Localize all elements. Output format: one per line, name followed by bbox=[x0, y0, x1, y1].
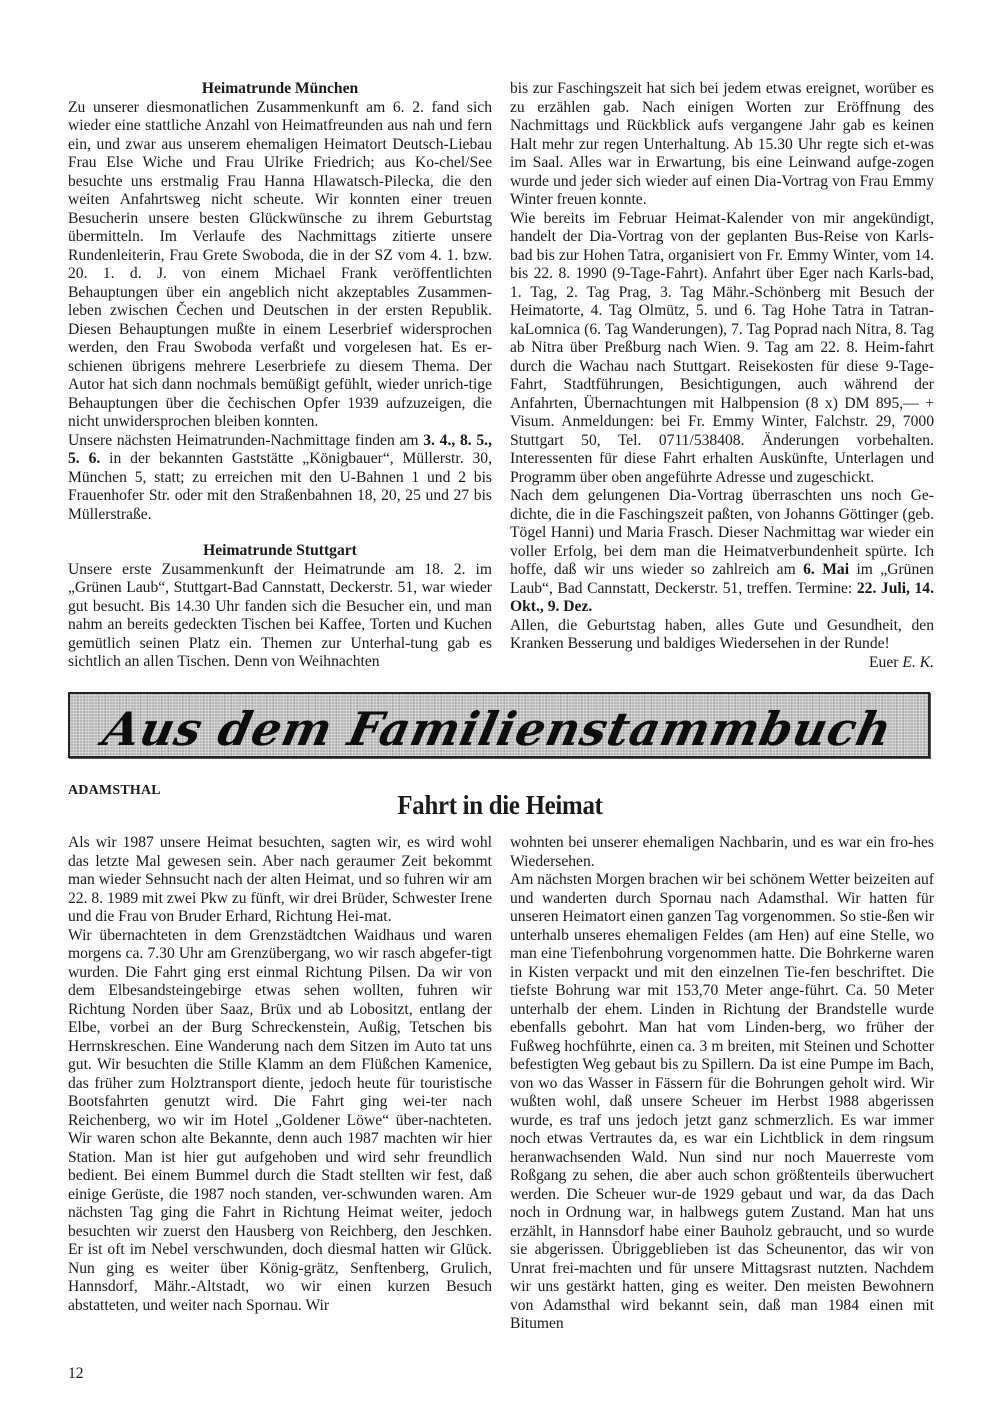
article-left-column bbox=[68, 834, 492, 1315]
muenchen-dates: 3. 4., 8. 5., 5. 6. bbox=[68, 431, 492, 467]
article-paragraph-2: Wir übernachteten in dem Grenzstädtchen Waidhaus und waren morgens ca. 7.30 Uhr am Grenzübergang, wo wir rasch abgefer-tigt wurden. Die Fahrt ging erst einmal Richtung Pilsen. Da wir von dem Elbesandsteingebirge etwas sehen wollten, fuhren wir Richtung Norden über Saaz, Brüx und ab Lobositzt, entlang der Elbe, vorbei an der Burg Schreckenstein, Außig, Tetschen bis Herrnskreschen. Eine Wanderung nach dem Sitzen im Auto tat uns gut. Wir besuchten die Stille Klamm an dem Flüßchen Kamenice, das früher zum Holztransport diente, jedoch heute für touristische Bootsfahrten genutzt wird. Die Fahrt ging wei-ter nach Reichenberg, wo wir im Hotel „Goldener Löwe“ über-nachteten. Wir waren schon alte Bekannte, denn auch 1987 machten wir hier Station. Man ist hier gut aufgehoben und wird sehr freundlich bedient. Bei einem Bummel durch die Stadt stellten wir fest, daß einige Gerüste, die 1987 noch standen, ver-schwunden waren. Am nächsten Tag ging die Fahrt in Richtung Heimat weiter, jedoch besuchten wir zuerst den Hausberg von Reichberg, den Jeschken. Er ist oft im Nebel verschwunden, doch diesmal hatten wir Glück. Nun ging es weiter über König-grätz, Senftenberg, Grulich, Hannsdorf, Mähr.-Altstadt, wo wir einen kurzen Besuch abstatteten, und weiter nach Spornau. Wir bbox=[68, 926, 492, 1314]
heading-heimatrunde-stuttgart: Heimatrunde Stuttgart bbox=[203, 542, 357, 559]
article-title: Fahrt in die Heimat bbox=[397, 790, 603, 820]
article-paragraph-3: wohnten bei unserer ehemaligen Nachbarin, und es war ein fro-hes Wiedersehen. bbox=[510, 834, 934, 870]
muenchen-p2-pre: Unsere nächsten Heimatrunden-Nachmittage finden am bbox=[68, 431, 424, 449]
page-number: 12 bbox=[68, 1365, 84, 1382]
article-paragraph-4: Am nächsten Morgen brachen wir bei schönem Wetter beizeiten auf und wanderten durch Spornau nach Adamsthal. Wir hatten für unseren Heimatort einen ganzen Tag vorgenommen. So stie-ßen wir unterhalb unseres ehemaligen Feldes (am Hen) auf eine Stelle, wo man eine Tiefenbohrung vorgenommen hatte. Die Bohrkerne waren in Kisten verpackt und mit den einzelnen Tie-fen beschriftet. Die tiefste Bohrung war mit 153,70 Meter ange-führt. Ca. 50 Meter unterhalb der ehem. Linden in Richtung der Brandstelle wurde ebenfalls gebohrt. Man hat vom Linden-berg, wo früher der Fußweg hochführte, einen ca. 3 m breiten, mit Steinen und Schotter befestigten Weg gebaut bis zu Spillern. Da ist eine Pumpe im Bach, von wo das Wasser in Fässern für die Bohrungen geholt wird. Wir wußten wohl, daß unsere Scheuer im Herbst 1988 abgerissen wurde, es traf uns jedoch jetzt ganz schmerzlich. Es war immer noch etwas Vertrautes da, es war ein Lichtblick in dem ringsum heranwachsenden Wald. Nun sind nur noch Mauerreste vom Roßgang zu sehen, die aber auch schon größtenteils überwuchert werden. Die Scheuer wur-de 1929 gebaut und war, da das Dach noch in Ordnung war, in halbwegs gutem Zustand. Man hat uns erzählt, in Hannsdorf habe einer Bauholz gebraucht, und so wurde sie abgerissen. Übriggeblieben ist das Scheunentor, das wir von Unrat frei-machten und für unsere Mittagsrast nutzten. Nachdem wir uns gestärkt hatten, ging es weiter. Den meisten Bewohnern von Adamsthal wird bekannt sein, daß man 1984 einen mit Bitumen bbox=[510, 871, 935, 1332]
muenchen-paragraph-2 bbox=[68, 432, 492, 525]
banner-title: Aus dem Familienstammbuch bbox=[98, 702, 898, 756]
signature-prefix: Euer bbox=[869, 653, 903, 671]
heading-heimatrunde-muenchen: Heimatrunde München bbox=[201, 80, 359, 97]
section-banner bbox=[68, 692, 930, 758]
stuttgart-paragraph-5: Allen, die Geburtstag haben, alles Gute und Gesundheit, den Kranken Besserung und baldiges Wiedersehen in der Runde! bbox=[510, 616, 934, 652]
top-left-column bbox=[68, 80, 492, 672]
article-paragraph-1: Als wir 1987 unsere Heimat besuchten, sagten wir, es wird wohl das letzte Mal gewesen sein. Aber nach geraumer Zeit bekommt man wieder Sehnsucht nach der alten Heimat, und so fuhren wir am 22. 8. 1989 mit zwei Pkw zu fünft, wir drei Brüder, Schwester Irene und die Frau von Bruder Erhard, Richtung Hei-mat. bbox=[68, 834, 492, 925]
stuttgart-p4-pre: Nach dem gelungenen Dia-Vortrag überraschten uns noch Ge-dichte, die in die Faschingszeit paßten, von Johanns Göttinger (geb. Tögel Hanni) und Maria Frasch. Dieser Nachmittag war wieder ein voller Erfolg, bei dem man die Heimatverbundenheit spürte. Ich hoffe, daß wir uns wieder so zahlreich am bbox=[510, 487, 934, 578]
place-label: ADAMSTHAL bbox=[68, 783, 161, 798]
section-spacer bbox=[68, 524, 492, 542]
stuttgart-paragraph-4 bbox=[510, 487, 934, 617]
stuttgart-termine: 22. Juli, 14. Okt., 9. Dez. bbox=[510, 579, 934, 615]
muenchen-p2-post: in der bekannten Gaststätte „Königbauer“, Müllerstr. 30, München 5, statt; zu erreichen mit den U-Bahnen 1 und 2 bis Frauenhofer Str. oder mit den Straßenbahnen 18, 20, 25 und 27 bis Müllerstraße. bbox=[68, 450, 492, 523]
signature-initials: E. K. bbox=[902, 653, 934, 671]
stuttgart-p4-mid: im „Grünen Laub“, Bad Cannstatt, Deckerstr. 51, treffen. Termine: bbox=[510, 561, 934, 597]
stuttgart-paragraph-3: Wie bereits im Februar Heimat-Kalender von mir angekündigt, handelt der Dia-Vortrag von der geplanten Bus-Reise von Karls-bad bis zur Hohen Tatra, organisiert von Fr. Emmy Winter, vom 14. bis 22. 8. 1990 (9-Tage-Fahrt). Anfahrt über Eger nach Karls-bad, 1. Tag, 2. Tag Prag, 3. Tag Mähr.-Schönberg mit Besuch der Heimatorte, 4. Tag Olmütz, 5. und 6. Tag Hohe Tatra in Tatran-kaLomnica (6. Tag Wanderungen), 7. Tag Poprad nach Nitra, 8. Tag ab Nitra über Preßburg nach Wien. 9. Tag am 22. 8. Heim-fahrt durch die Wachau nach Stuttgart. Reisekosten für diese 9-Tage-Fahrt, Stadtführungen, Besichtigungen, auch während der Anfahrten, Übernachtungen mit Halbpension (8 x) DM 895,— + Visum. Anmeldungen: bei Fr. Emmy Winter, Falchstr. 29, 7000 Stuttgart 50, Tel. 0711/538408. Änderungen vorbehalten. Interessenten für diese Fahrt erhalten Auskünfte, Unterlagen und Programm über oben angeführte Adresse und zugeschickt. bbox=[510, 209, 934, 486]
stuttgart-paragraph-1: Unsere erste Zusammenkunft der Heimatrunde am 18. 2. im „Grünen Laub“, Stuttgart-Bad Cannstatt, Deckerstr. 51, war wieder gut besucht. Bis 14.30 Uhr fanden sich die Besucher ein, und man nahm an bereits gedeckten Tischen bei Kaffee, Torten und Kuchen gemütlich seinen Platz ein. Themen zur Unterhal-tung gab es sichtlich an allen Tischen. Denn von Weihnachten bbox=[68, 560, 492, 670]
top-right-column bbox=[510, 80, 934, 672]
stuttgart-paragraph-2: bis zur Faschingszeit hat sich bei jedem etwas ereignet, worüber es zu erzählen gab. Nach einigen Worten zur Eröffnung des Nachmittags und Rückblick aufs vergangene Jahr gab es keinen Halt mehr zur regen Unterhaltung. Ab 15.30 Uhr regte sich et-was im Saal. Alles war in Erwartung, bis eine Leinwand aufge-zogen wurde und jeder sich wieder auf einen Dia-Vortrag von Frau Emmy Winter freuen konnte. bbox=[510, 80, 934, 208]
stuttgart-may-date: 6. Mai bbox=[803, 561, 850, 578]
article-right-column bbox=[510, 834, 934, 1334]
muenchen-paragraph-1: Zu unserer diesmonatlichen Zusammenkunft am 6. 2. fand sich wieder eine stattliche Anzahl von Heimatfreunden aus nah und fern ein, und zwar aus unserem ehemaligen Heimatort Deutsch-Liebau Frau Else Wiche und Frau Ulrike Friedrich; aus Ko-chel/See besuchte uns erstmalig Frau Hanna Hlawatsch-Pilecka, die den weiten Anfahrtsweg nicht scheute. Wir konnten einer treuen Besucherin unsere besten Glückwünsche zu ihrem Geburtstag übermitteln. Im Verlaufe des Nachmittags zitierte unsere Rundenleiterin, Frau Grete Swoboda, die in der SZ vom 4. 1. bzw. 20. 1. d. J. von einem Michael Frank veröffentlichten Behauptungen über ein angeblich nicht akzeptables Zusammen-leben zwischen Čechen und Deutschen in der ersten Republik. Diesen Behauptungen mußte in einem Leserbrief widersprochen werden, den Frau Swoboda verfaßt und vorgelesen hat. Es er-schienen übrigens mehrere Leserbriefe zu diesem Thema. Der Autor hat sich dann nochmals bemüßigt gefühlt, wieder unrich-tige Behauptungen über die čechischen Opfer 1939 aufzuzeigen, die nicht unwidersprochen bleiben konnten. bbox=[68, 98, 492, 430]
signature bbox=[510, 654, 934, 673]
